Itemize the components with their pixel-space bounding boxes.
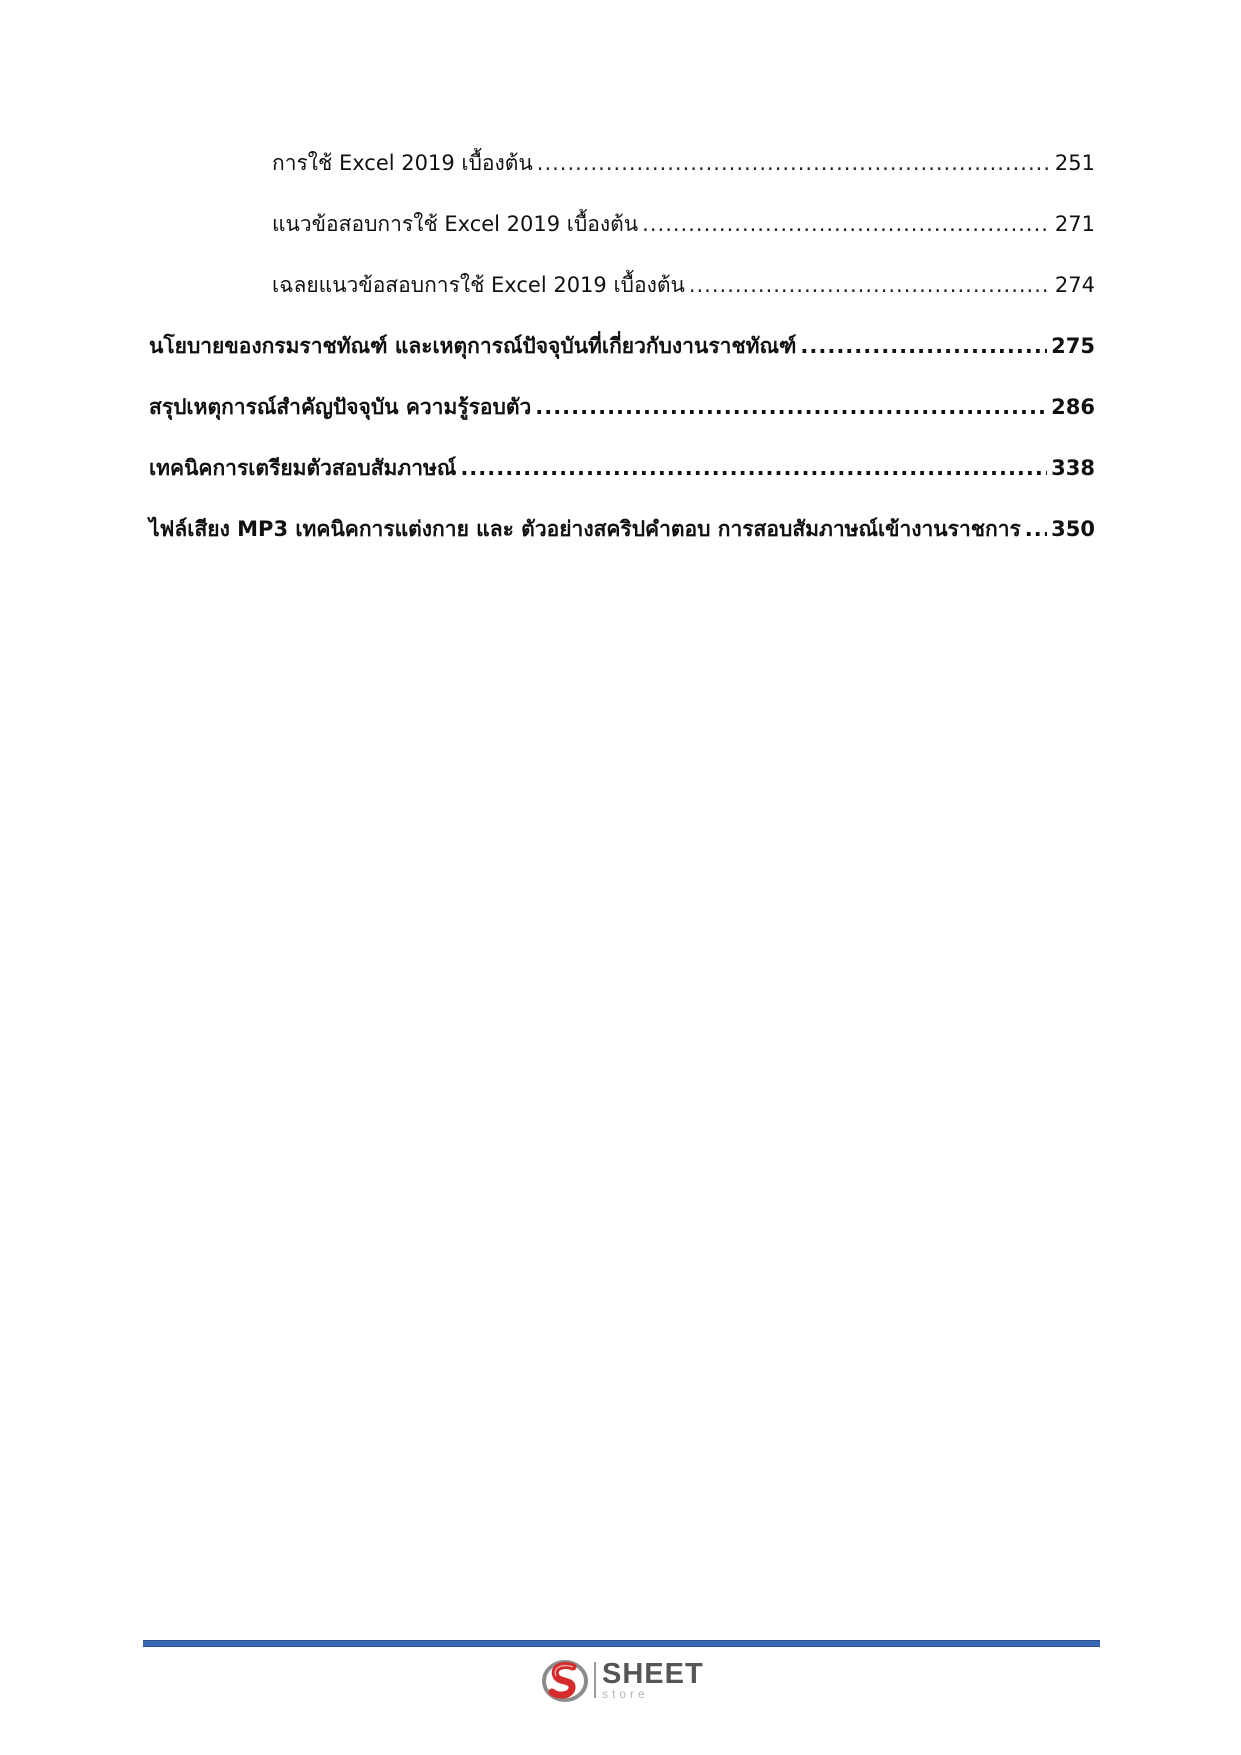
footer-divider (143, 1640, 1100, 1647)
toc-dot-leader (1025, 516, 1047, 542)
toc-entry-page: 338 (1051, 456, 1095, 480)
logo-separator (594, 1662, 596, 1698)
table-of-contents (149, 150, 1095, 577)
toc-entry-title: เทคนิคการเตรียมตัวสอบสัมภาษณ์ (149, 456, 457, 480)
toc-dot-leader (535, 394, 1047, 420)
logo-text (602, 1660, 704, 1700)
toc-entry-page: 274 (1054, 273, 1095, 297)
toc-entry[interactable] (149, 211, 1095, 272)
toc-entry-page: 286 (1051, 395, 1095, 419)
logo-subtitle: store (602, 1687, 649, 1701)
toc-entry-title: ไฟล์เสียง MP3 เทคนิคการแต่งกาย และ ตัวอย่างสคริปคำตอบ การสอบสัมภาษณ์เข้างานราชการ (149, 517, 1021, 541)
toc-entry[interactable] (149, 272, 1095, 333)
toc-entry-page: 350 (1051, 517, 1095, 541)
toc-entry[interactable] (149, 516, 1095, 577)
toc-entry-page: 251 (1054, 151, 1095, 175)
toc-entry[interactable] (149, 150, 1095, 211)
toc-entry-page: 275 (1051, 334, 1095, 358)
toc-entry-title: เฉลยแนวข้อสอบการใช้ Excel 2019 เบื้องต้น (272, 273, 685, 297)
toc-dot-leader (642, 211, 1051, 237)
toc-dot-leader (689, 272, 1051, 298)
toc-entry-title: การใช้ Excel 2019 เบื้องต้น (272, 151, 533, 175)
toc-dot-leader (800, 333, 1047, 359)
toc-dot-leader (460, 455, 1047, 481)
logo-wordmark: SHEET (602, 1658, 704, 1690)
toc-entry-title: นโยบายของกรมราชทัณฑ์ และเหตุการณ์ปัจจุบันที่เกี่ยวกับงานราชทัณฑ์ (149, 334, 797, 358)
toc-entry[interactable] (149, 455, 1095, 516)
sheet-store-logo (540, 1654, 710, 1706)
toc-entry-title: สรุปเหตุการณ์สำคัญปัจจุบัน ความรู้รอบตัว (149, 395, 532, 419)
sheet-store-s-logo-icon (540, 1655, 590, 1705)
toc-dot-leader (537, 150, 1051, 176)
toc-entry[interactable] (149, 394, 1095, 455)
toc-entry-title: แนวข้อสอบการใช้ Excel 2019 เบื้องต้น (272, 212, 639, 236)
toc-entry[interactable] (149, 333, 1095, 394)
toc-entry-page: 271 (1054, 212, 1095, 236)
